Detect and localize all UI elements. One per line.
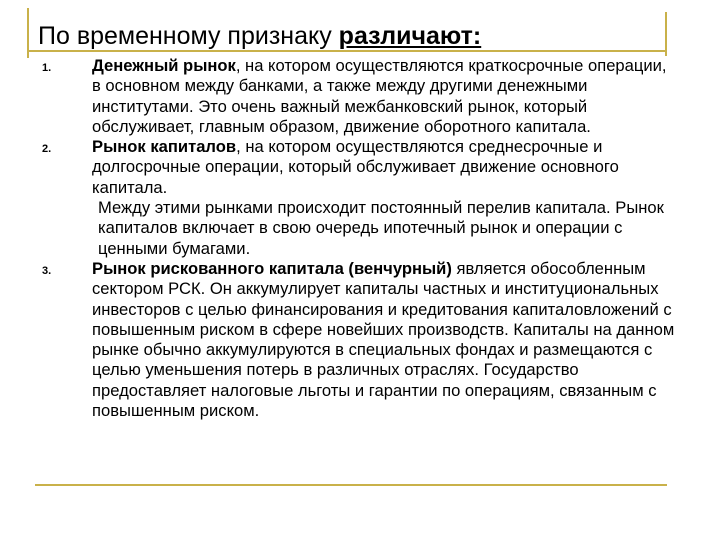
list-item: [38, 56, 678, 137]
title-lead: По временному признаку: [38, 22, 339, 50]
list-item-number: 2.: [42, 143, 52, 156]
title-emphasis: различают:: [338, 22, 482, 50]
list-item-extra-paragraph: Между этими рынками происходит постоянный перелив капитала. Рынок капиталов включает в свою очередь ипотечный рынок и операции с ценными бумагами.: [98, 198, 664, 258]
list-item-term: Денежный рынок: [92, 56, 236, 75]
list-item-text: [92, 56, 678, 137]
bottom-rule: [35, 484, 667, 486]
list-item-text: [92, 259, 678, 421]
list-item-number: 3.: [42, 264, 52, 277]
list-item-text: [92, 137, 678, 259]
title-underline-rule: [27, 50, 667, 52]
list-item-number: 1.: [42, 62, 52, 74]
slide-title: [38, 22, 481, 50]
list-item: [38, 137, 678, 259]
list-item-body: является обособленным сектором РСК. Он аккумулирует капиталы частных и институциональных инвесторов с целью финансирования и кредитования капиталовложений с повышенным риском в сфере новейших производств. Капиталы на данном рынке обычно аккумулируются в специальных фондах и размещаются с целью уменьшения потерь в различных отраслях. Государство предоставляет налоговые льготы и гарантии по операциям, связанным с повышенным риском.: [92, 258, 675, 421]
list-item-body: , на котором осуществляются среднесрочные и долгосрочные операции, который обслуживает движение основного капитала.: [92, 137, 619, 197]
list-item: [38, 259, 678, 421]
list-item-term: Рынок рискованного капитала (венчурный): [92, 258, 452, 278]
list-item-term: Рынок капиталов: [92, 137, 237, 157]
list-item-body: , на котором осуществляются краткосрочные операции, в основном между банками, а также между другими денежными институтами. Это очень важный межбанковский рынок, который обслуживает, главным образом, движение оборотного капитала.: [92, 56, 667, 136]
numbered-list: [38, 56, 678, 421]
